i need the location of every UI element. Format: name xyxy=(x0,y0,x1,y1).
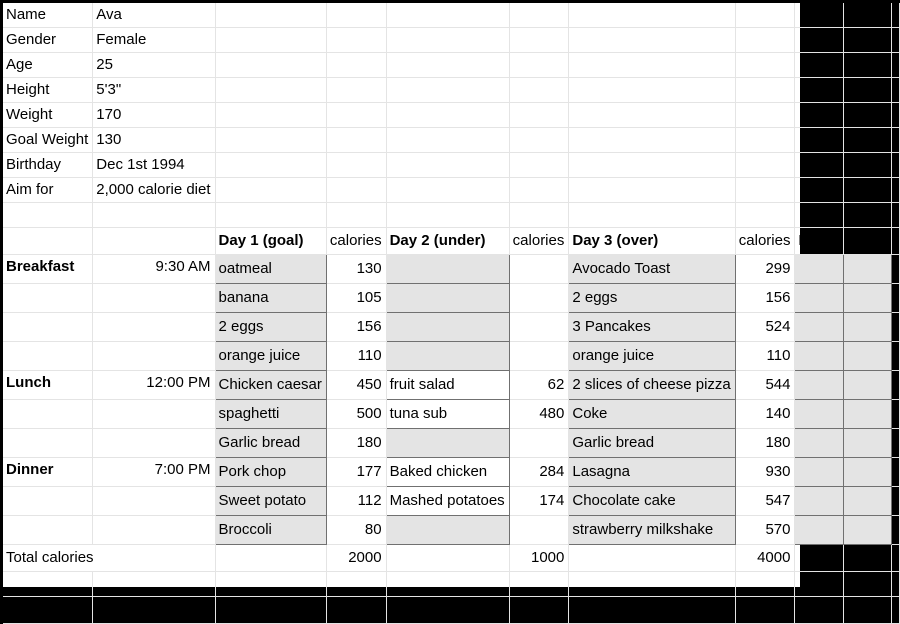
day2-calories[interactable]: 480 xyxy=(509,400,569,429)
profile-row xyxy=(3,178,899,203)
day1-calories[interactable]: 500 xyxy=(326,400,386,429)
meal-time[interactable] xyxy=(93,429,215,458)
meal-label[interactable] xyxy=(3,342,93,371)
weight-day1[interactable]: 170 xyxy=(215,597,326,624)
day5-header[interactable]: Day 5 xyxy=(843,228,891,255)
empty-cell[interactable] xyxy=(509,153,569,178)
day1-food[interactable]: Pork chop xyxy=(215,458,326,487)
profile-label[interactable]: Name xyxy=(3,3,93,28)
empty-cell[interactable] xyxy=(509,53,569,78)
day4-food[interactable] xyxy=(795,400,843,429)
total-day3[interactable]: 4000 xyxy=(735,545,795,572)
weight-day3[interactable]: 175 xyxy=(569,597,735,624)
meal-time[interactable] xyxy=(93,400,215,429)
day2-food[interactable] xyxy=(386,342,509,371)
empty-cell[interactable] xyxy=(386,103,509,128)
day1-food[interactable]: Broccoli xyxy=(215,516,326,545)
day1-food[interactable]: banana xyxy=(215,284,326,313)
empty-cell[interactable] xyxy=(891,153,899,178)
day5-food[interactable] xyxy=(843,400,891,429)
totals-label[interactable]: Total calories xyxy=(3,545,215,572)
empty-cell[interactable] xyxy=(386,178,509,203)
total-day1[interactable]: 2000 xyxy=(326,545,386,572)
day1-calories[interactable]: 130 xyxy=(326,255,386,284)
empty-cell[interactable] xyxy=(843,178,891,203)
day4-food[interactable] xyxy=(795,313,843,342)
empty-cell[interactable] xyxy=(326,3,386,28)
day3-food[interactable]: Garlic bread xyxy=(569,429,735,458)
day4-food[interactable] xyxy=(795,429,843,458)
profile-row xyxy=(3,153,899,178)
day1-calories[interactable]: 450 xyxy=(326,371,386,400)
empty-cell[interactable] xyxy=(509,28,569,53)
profile-label[interactable]: Goal Weight xyxy=(3,128,93,153)
empty-cell[interactable] xyxy=(386,53,509,78)
empty-cell[interactable] xyxy=(569,153,735,178)
day4-food[interactable] xyxy=(795,516,843,545)
profile-value[interactable]: 170 xyxy=(93,103,215,128)
empty-cell[interactable] xyxy=(843,128,891,153)
day5-food[interactable] xyxy=(843,342,891,371)
empty-cell[interactable] xyxy=(326,153,386,178)
empty-cell[interactable] xyxy=(843,78,891,103)
meal-time[interactable] xyxy=(93,516,215,545)
profile-row xyxy=(3,53,899,78)
day5-food[interactable] xyxy=(843,429,891,458)
empty-cell[interactable] xyxy=(326,28,386,53)
day2-calories[interactable] xyxy=(509,313,569,342)
day4-food[interactable] xyxy=(795,458,843,487)
empty-cell[interactable] xyxy=(891,342,899,371)
profile-value[interactable]: Female xyxy=(93,28,215,53)
empty-cell[interactable] xyxy=(891,313,899,342)
day5-food[interactable] xyxy=(843,255,891,284)
meal-row xyxy=(3,284,899,313)
empty-cell[interactable] xyxy=(326,103,386,128)
meal-row xyxy=(3,255,899,284)
empty-cell[interactable] xyxy=(569,128,735,153)
day2-header[interactable]: Day 2 (under) xyxy=(386,228,509,255)
day1-header[interactable]: Day 1 (goal) xyxy=(215,228,326,255)
profile-label[interactable]: Weight xyxy=(3,103,93,128)
empty-cell[interactable] xyxy=(843,153,891,178)
weight-day2[interactable]: 166 xyxy=(386,597,509,624)
empty-cell[interactable] xyxy=(569,53,735,78)
day4-food[interactable] xyxy=(795,284,843,313)
day1-calories-header[interactable]: calories xyxy=(326,228,386,255)
day2-calories[interactable] xyxy=(509,516,569,545)
empty-cell[interactable] xyxy=(843,3,891,28)
day2-calories[interactable]: 174 xyxy=(509,487,569,516)
empty-cell[interactable] xyxy=(735,178,795,203)
empty-cell[interactable] xyxy=(215,178,326,203)
weight-row xyxy=(3,597,899,624)
profile-value[interactable]: 2,000 calorie diet xyxy=(93,178,215,203)
day1-food[interactable]: Sweet potato xyxy=(215,487,326,516)
empty-cell[interactable] xyxy=(386,3,509,28)
day2-food[interactable] xyxy=(386,516,509,545)
empty-cell[interactable] xyxy=(891,487,899,516)
day2-food[interactable] xyxy=(386,284,509,313)
day3-calories[interactable]: 570 xyxy=(735,516,795,545)
day2-calories[interactable] xyxy=(509,255,569,284)
meal-time[interactable]: 9:30 AM xyxy=(93,255,215,284)
profile-value[interactable]: 5'3" xyxy=(93,78,215,103)
day5-food[interactable] xyxy=(843,313,891,342)
total-day4[interactable]: 0 xyxy=(795,545,843,572)
profile-value[interactable]: Dec 1st 1994 xyxy=(93,153,215,178)
meal-time[interactable] xyxy=(93,313,215,342)
day3-food[interactable]: strawberry milkshake xyxy=(569,516,735,545)
day4-header[interactable]: Day 4 xyxy=(795,228,843,255)
day1-food[interactable]: oatmeal xyxy=(215,255,326,284)
meal-time[interactable]: 7:00 PM xyxy=(93,458,215,487)
meal-time[interactable] xyxy=(93,284,215,313)
empty-cell[interactable] xyxy=(386,128,509,153)
empty-cell[interactable] xyxy=(326,178,386,203)
day5-food[interactable] xyxy=(843,487,891,516)
meal-time[interactable]: 12:00 PM xyxy=(93,371,215,400)
empty-cell[interactable] xyxy=(795,28,843,53)
empty-cell[interactable] xyxy=(891,103,899,128)
day3-calories[interactable]: 930 xyxy=(735,458,795,487)
empty-cell[interactable] xyxy=(509,78,569,103)
empty-cell[interactable] xyxy=(891,429,899,458)
day3-food[interactable]: Coke xyxy=(569,400,735,429)
day2-food[interactable] xyxy=(386,255,509,284)
empty-cell[interactable] xyxy=(386,28,509,53)
meal-label[interactable] xyxy=(3,516,93,545)
empty-cell[interactable] xyxy=(326,78,386,103)
calorie-grid xyxy=(3,3,900,624)
empty-cell[interactable] xyxy=(891,255,899,284)
day3-calories[interactable]: 180 xyxy=(735,429,795,458)
meal-time[interactable] xyxy=(93,342,215,371)
empty-cell[interactable] xyxy=(891,516,899,545)
day2-calories[interactable]: 284 xyxy=(509,458,569,487)
day1-calories[interactable]: 105 xyxy=(326,284,386,313)
day2-calories[interactable] xyxy=(509,429,569,458)
empty-cell[interactable] xyxy=(735,28,795,53)
empty-cell[interactable] xyxy=(891,371,899,400)
day5-food[interactable] xyxy=(843,371,891,400)
spacer-row xyxy=(3,572,899,597)
empty-cell[interactable] xyxy=(891,458,899,487)
profile-row xyxy=(3,28,899,53)
day3-food[interactable]: 2 eggs xyxy=(569,284,735,313)
total-day2[interactable]: 1000 xyxy=(509,545,569,572)
day1-calories[interactable]: 180 xyxy=(326,429,386,458)
profile-label[interactable]: Birthday xyxy=(3,153,93,178)
empty-cell[interactable] xyxy=(795,78,843,103)
empty-cell[interactable] xyxy=(509,103,569,128)
day3-calories[interactable]: 156 xyxy=(735,284,795,313)
empty-cell[interactable] xyxy=(386,153,509,178)
empty-cell[interactable] xyxy=(843,53,891,78)
meal-label[interactable] xyxy=(3,400,93,429)
day5-food[interactable] xyxy=(843,284,891,313)
day1-calories[interactable]: 110 xyxy=(326,342,386,371)
empty-cell[interactable] xyxy=(215,3,326,28)
meal-label[interactable]: Lunch xyxy=(3,371,93,400)
spreadsheet xyxy=(3,3,887,618)
meal-row xyxy=(3,516,899,545)
empty-cell[interactable] xyxy=(891,284,899,313)
empty-cell[interactable] xyxy=(891,400,899,429)
day3-food[interactable]: Avocado Toast xyxy=(569,255,735,284)
profile-label[interactable]: Age xyxy=(3,53,93,78)
day2-food[interactable] xyxy=(386,313,509,342)
total-day5[interactable]: 0 xyxy=(843,545,891,572)
day3-calories[interactable]: 544 xyxy=(735,371,795,400)
meal-row xyxy=(3,458,899,487)
day3-header[interactable]: Day 3 (over) xyxy=(569,228,735,255)
day1-food[interactable]: Chicken caesar xyxy=(215,371,326,400)
profile-row xyxy=(3,103,899,128)
day3-calories[interactable]: 110 xyxy=(735,342,795,371)
empty-cell[interactable] xyxy=(891,178,899,203)
empty-cell[interactable] xyxy=(386,78,509,103)
day1-calories[interactable]: 80 xyxy=(326,516,386,545)
header-row xyxy=(3,228,899,255)
empty-cell[interactable] xyxy=(795,178,843,203)
empty-cell[interactable] xyxy=(735,53,795,78)
empty-cell[interactable] xyxy=(795,153,843,178)
day3-calories[interactable]: 140 xyxy=(735,400,795,429)
day2-food[interactable]: fruit salad xyxy=(386,371,509,400)
day2-calories[interactable]: 62 xyxy=(509,371,569,400)
empty-cell[interactable] xyxy=(843,103,891,128)
day4-food[interactable] xyxy=(795,255,843,284)
empty-cell[interactable] xyxy=(509,178,569,203)
day1-calories[interactable]: 156 xyxy=(326,313,386,342)
weight-label[interactable]: Weight xyxy=(3,597,93,624)
profile-label[interactable]: Height xyxy=(3,78,93,103)
empty-cell[interactable] xyxy=(215,153,326,178)
day1-calories[interactable]: 112 xyxy=(326,487,386,516)
day1-food[interactable]: spaghetti xyxy=(215,400,326,429)
empty-cell[interactable] xyxy=(843,28,891,53)
empty-cell[interactable] xyxy=(215,103,326,128)
meal-label[interactable] xyxy=(3,313,93,342)
empty-cell[interactable] xyxy=(795,103,843,128)
day5-food[interactable] xyxy=(843,458,891,487)
meal-time[interactable] xyxy=(93,487,215,516)
profile-label[interactable]: Aim for xyxy=(3,178,93,203)
day3-food[interactable]: Lasagna xyxy=(569,458,735,487)
day4-food[interactable] xyxy=(795,342,843,371)
day4-food[interactable] xyxy=(795,371,843,400)
day1-food[interactable]: Garlic bread xyxy=(215,429,326,458)
empty-cell[interactable] xyxy=(215,28,326,53)
meal-row xyxy=(3,429,899,458)
profile-row xyxy=(3,3,899,28)
meal-row xyxy=(3,371,899,400)
profile-label[interactable]: Gender xyxy=(3,28,93,53)
empty-cell[interactable] xyxy=(891,28,899,53)
meal-label[interactable] xyxy=(3,284,93,313)
meal-row xyxy=(3,400,899,429)
empty-cell[interactable] xyxy=(735,78,795,103)
profile-value[interactable]: Ava xyxy=(93,3,215,28)
empty-cell[interactable] xyxy=(569,28,735,53)
empty-cell[interactable] xyxy=(569,78,735,103)
day2-calories[interactable] xyxy=(509,284,569,313)
profile-value[interactable]: 130 xyxy=(93,128,215,153)
day4-food[interactable] xyxy=(795,487,843,516)
empty-cell[interactable] xyxy=(735,3,795,28)
meal-label[interactable]: Breakfast xyxy=(3,255,93,284)
day2-food[interactable] xyxy=(386,429,509,458)
day2-calories[interactable] xyxy=(509,342,569,371)
day1-food[interactable]: 2 eggs xyxy=(215,313,326,342)
profile-row xyxy=(3,78,899,103)
empty-cell[interactable] xyxy=(215,78,326,103)
empty-cell[interactable] xyxy=(735,128,795,153)
empty-cell[interactable] xyxy=(509,128,569,153)
day3-food[interactable]: 3 Pancakes xyxy=(569,313,735,342)
day2-food[interactable]: tuna sub xyxy=(386,400,509,429)
empty-cell[interactable] xyxy=(891,3,899,28)
day3-calories[interactable]: 299 xyxy=(735,255,795,284)
meal-row xyxy=(3,313,899,342)
day1-calories[interactable]: 177 xyxy=(326,458,386,487)
day1-food[interactable]: orange juice xyxy=(215,342,326,371)
profile-value[interactable]: 25 xyxy=(93,53,215,78)
empty-cell[interactable] xyxy=(215,128,326,153)
empty-cell[interactable] xyxy=(735,153,795,178)
meal-label[interactable]: Dinner xyxy=(3,458,93,487)
day3-food[interactable]: Chocolate cake xyxy=(569,487,735,516)
day3-calories-header[interactable]: calories xyxy=(735,228,795,255)
empty-cell[interactable] xyxy=(326,128,386,153)
day2-food[interactable]: Mashed potatoes xyxy=(386,487,509,516)
empty-cell[interactable] xyxy=(735,103,795,128)
empty-cell[interactable] xyxy=(569,103,735,128)
meal-row xyxy=(3,487,899,516)
day3-calories[interactable]: 547 xyxy=(735,487,795,516)
meal-label[interactable] xyxy=(3,487,93,516)
meal-label[interactable] xyxy=(3,429,93,458)
day3-food[interactable]: orange juice xyxy=(569,342,735,371)
empty-cell[interactable] xyxy=(891,53,899,78)
day3-calories[interactable]: 524 xyxy=(735,313,795,342)
empty-cell[interactable] xyxy=(891,78,899,103)
meal-row xyxy=(3,342,899,371)
day3-food[interactable]: 2 slices of cheese pizza xyxy=(569,371,735,400)
day5-food[interactable] xyxy=(843,516,891,545)
empty-cell[interactable] xyxy=(891,128,899,153)
empty-cell[interactable] xyxy=(326,53,386,78)
empty-cell[interactable] xyxy=(795,3,843,28)
empty-cell[interactable] xyxy=(795,53,843,78)
empty-cell[interactable] xyxy=(569,178,735,203)
empty-cell[interactable] xyxy=(509,3,569,28)
totals-row xyxy=(3,545,899,572)
day2-food[interactable]: Baked chicken xyxy=(386,458,509,487)
day2-calories-header[interactable]: calories xyxy=(509,228,569,255)
spacer-row xyxy=(3,203,899,228)
empty-cell[interactable] xyxy=(215,53,326,78)
empty-cell[interactable] xyxy=(795,128,843,153)
profile-row xyxy=(3,128,899,153)
empty-cell[interactable] xyxy=(569,3,735,28)
